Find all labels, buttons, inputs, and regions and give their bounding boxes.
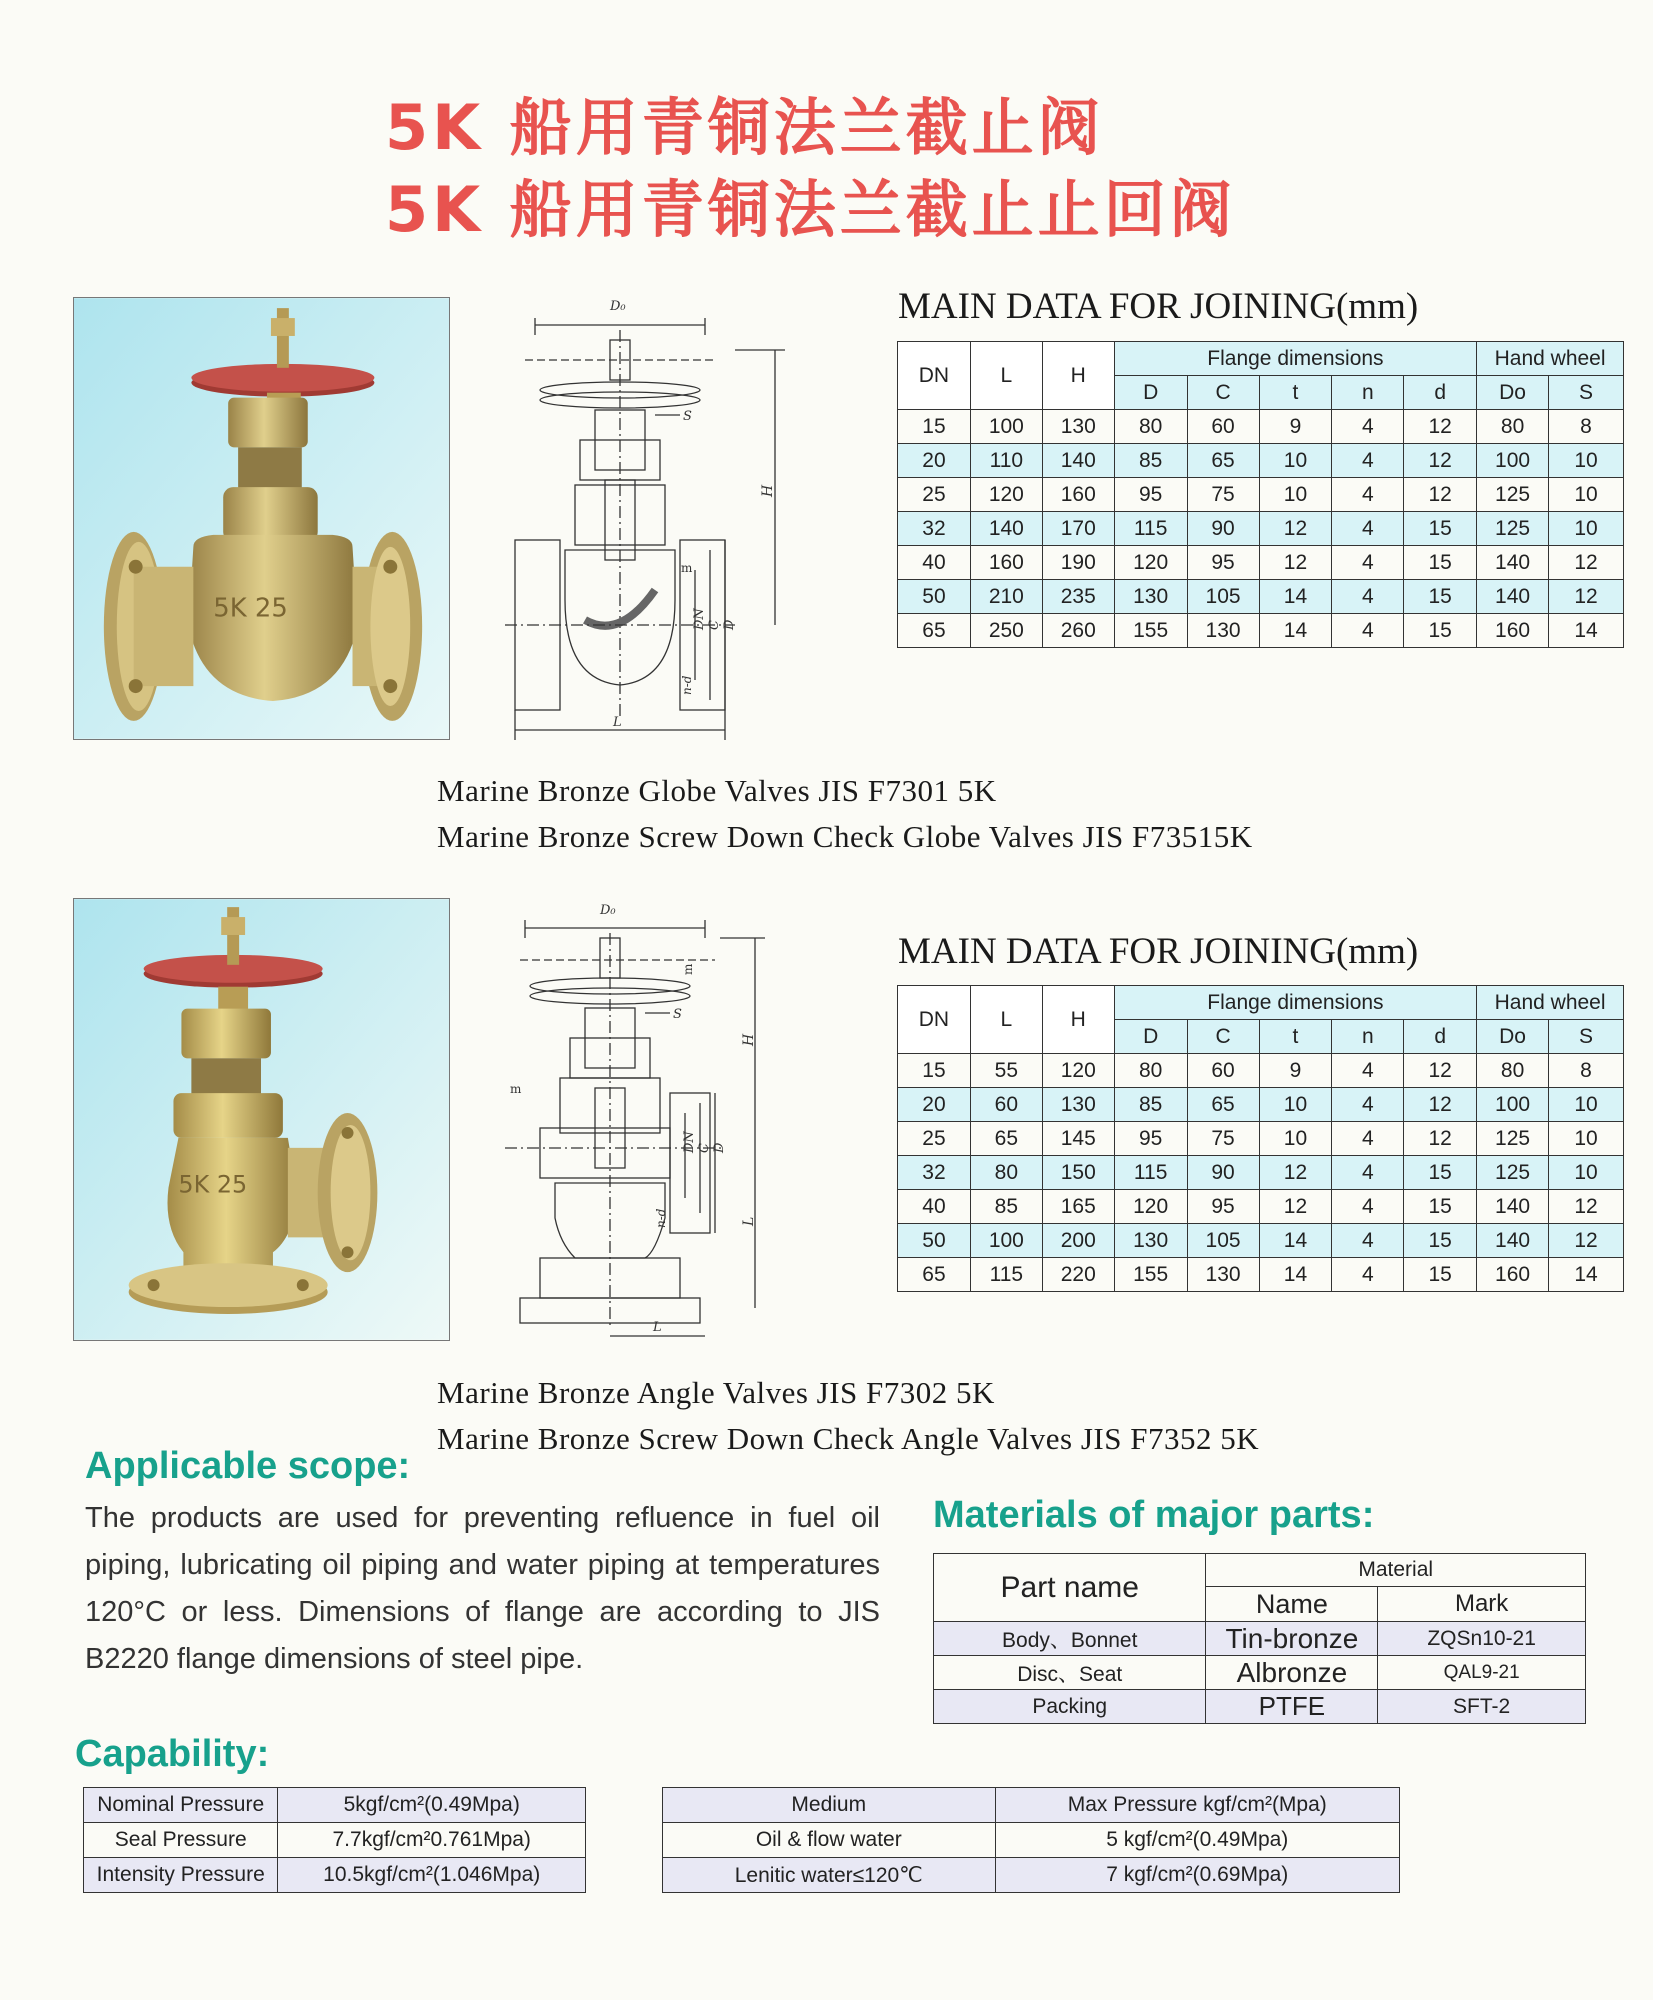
cell-h: 145 xyxy=(1042,1122,1114,1156)
cell-handwheel-S: 10 xyxy=(1549,512,1624,546)
cell-handwheel-Do: 160 xyxy=(1477,1258,1549,1292)
angle-label-m2: m xyxy=(510,1082,522,1096)
globe-data-table xyxy=(897,341,1624,648)
cell-flange-d: 12 xyxy=(1404,410,1477,444)
table-row xyxy=(898,1258,1624,1292)
cell-dn: 20 xyxy=(898,444,971,478)
cell-flange-d: 12 xyxy=(1404,478,1477,512)
cell-flange-t: 12 xyxy=(1259,1190,1332,1224)
cell-handwheel-S: 10 xyxy=(1549,478,1624,512)
cell-flange-D: 80 xyxy=(1114,410,1187,444)
cell-flange-D: 155 xyxy=(1114,1258,1187,1292)
medium-header: Medium xyxy=(663,1788,996,1823)
material-part: Packing xyxy=(934,1690,1206,1724)
cell-flange-C: 65 xyxy=(1187,444,1259,478)
cell-flange-C: 105 xyxy=(1187,580,1259,614)
title-chinese-check: 5K 船用青铜法兰截止止回阀 xyxy=(385,173,1236,246)
cell-handwheel-Do: 100 xyxy=(1477,1088,1549,1122)
drawing-label-do: D₀ xyxy=(610,299,626,314)
col-h-header: H xyxy=(1042,342,1114,410)
table-row xyxy=(898,1190,1624,1224)
angle-label-m: m xyxy=(681,963,695,975)
col-l-header: L xyxy=(970,986,1042,1054)
cell-flange-t: 14 xyxy=(1259,614,1332,648)
hand-wheel-header: Hand wheel xyxy=(1477,986,1624,1020)
cell-flange-n: 4 xyxy=(1332,410,1404,444)
angle-label-s: S xyxy=(673,1007,682,1022)
cell-flange-t: 14 xyxy=(1259,1258,1332,1292)
cell-h: 130 xyxy=(1042,410,1114,444)
col-dn-header: DN xyxy=(898,342,971,410)
cell-handwheel-S: 12 xyxy=(1549,580,1624,614)
material-name: Tin-bronze xyxy=(1206,1622,1378,1656)
cell-flange-d: 12 xyxy=(1404,444,1477,478)
cell-flange-n: 4 xyxy=(1332,1190,1404,1224)
cell-handwheel-S: 8 xyxy=(1549,1054,1624,1088)
col-dn-header: DN xyxy=(898,986,971,1054)
cell-flange-t: 14 xyxy=(1259,580,1332,614)
cell-handwheel-Do: 140 xyxy=(1477,546,1549,580)
material-mark: SFT-2 xyxy=(1378,1690,1586,1724)
table-row xyxy=(898,444,1624,478)
pressure-value: 5kgf/cm²(0.49Mpa) xyxy=(278,1788,586,1823)
cell-flange-t: 9 xyxy=(1259,1054,1332,1088)
angle-valve-drawing xyxy=(505,898,805,1343)
col-n-header: n xyxy=(1332,1020,1404,1054)
material-name: Albronze xyxy=(1206,1656,1378,1690)
cell-flange-D: 85 xyxy=(1114,1088,1187,1122)
material-mark: QAL9-21 xyxy=(1378,1656,1586,1690)
materials-table xyxy=(933,1553,1586,1724)
col-C-header: C xyxy=(1187,376,1259,410)
cell-dn: 40 xyxy=(898,1190,971,1224)
table-row xyxy=(898,580,1624,614)
cell-dn: 65 xyxy=(898,614,971,648)
cell-handwheel-S: 10 xyxy=(1549,1088,1624,1122)
drawing-label-d: D xyxy=(722,619,737,630)
cell-flange-d: 12 xyxy=(1404,1088,1477,1122)
col-Do-header: Do xyxy=(1477,1020,1549,1054)
cell-flange-t: 10 xyxy=(1259,1088,1332,1122)
cell-l: 100 xyxy=(970,410,1042,444)
cell-l: 55 xyxy=(970,1054,1042,1088)
angle-label-do: D₀ xyxy=(600,903,616,918)
cell-flange-n: 4 xyxy=(1332,1224,1404,1258)
cell-h: 170 xyxy=(1042,512,1114,546)
drawing-label-nd: n-d xyxy=(680,675,694,695)
cell-l: 100 xyxy=(970,1224,1042,1258)
medium-pressure: 5 kgf/cm²(0.49Mpa) xyxy=(995,1823,1399,1858)
col-l-header: L xyxy=(970,342,1042,410)
max-pressure-header: Max Pressure kgf/cm²(Mpa) xyxy=(995,1788,1399,1823)
materials-heading: Materials of major parts: xyxy=(933,1494,1375,1536)
drawing-label-m: m xyxy=(681,561,693,575)
cell-flange-n: 4 xyxy=(1332,1054,1404,1088)
cell-flange-n: 4 xyxy=(1332,580,1404,614)
cell-flange-C: 130 xyxy=(1187,1258,1259,1292)
flange-dimensions-header: Flange dimensions xyxy=(1114,342,1476,376)
cell-flange-C: 60 xyxy=(1187,1054,1259,1088)
cell-flange-D: 120 xyxy=(1114,546,1187,580)
table-row xyxy=(898,1088,1624,1122)
col-d-header: d xyxy=(1404,376,1477,410)
cell-handwheel-S: 12 xyxy=(1549,1224,1624,1258)
angle-label-l2: L xyxy=(741,1216,757,1226)
cell-flange-C: 95 xyxy=(1187,1190,1259,1224)
cell-flange-C: 105 xyxy=(1187,1224,1259,1258)
cell-h: 130 xyxy=(1042,1088,1114,1122)
cell-l: 115 xyxy=(970,1258,1042,1292)
cell-flange-t: 10 xyxy=(1259,444,1332,478)
name-header: Name xyxy=(1206,1587,1378,1622)
cell-flange-d: 15 xyxy=(1404,1190,1477,1224)
col-Do-header: Do xyxy=(1477,376,1549,410)
medium-name: Oil & flow water xyxy=(663,1823,996,1858)
angle-caption-2: Marine Bronze Screw Down Check Angle Valves JIS F7352 5K xyxy=(437,1421,1260,1456)
col-S-header: S xyxy=(1549,1020,1624,1054)
scope-text: The products are used for preventing refluence in fuel oil piping, lubricating oil piping and water piping at temperatures 120°C or less. Dimensions of flange are according to JIS B2220 flange dimensions of steel pipe. xyxy=(85,1502,880,1675)
table-row xyxy=(898,478,1624,512)
angle-label-nd: n-d xyxy=(654,1208,668,1228)
cell-h: 120 xyxy=(1042,1054,1114,1088)
cell-flange-n: 4 xyxy=(1332,444,1404,478)
globe-section-title: MAIN DATA FOR JOINING(mm) xyxy=(898,286,1419,327)
cell-l: 110 xyxy=(970,444,1042,478)
cell-flange-n: 4 xyxy=(1332,1258,1404,1292)
cell-flange-d: 12 xyxy=(1404,1122,1477,1156)
col-S-header: S xyxy=(1549,376,1624,410)
angle-section-title: MAIN DATA FOR JOINING(mm) xyxy=(898,931,1419,972)
cell-dn: 32 xyxy=(898,1156,971,1190)
cell-dn: 25 xyxy=(898,478,971,512)
cell-dn: 50 xyxy=(898,580,971,614)
col-n-header: n xyxy=(1332,376,1404,410)
cell-dn: 25 xyxy=(898,1122,971,1156)
cell-flange-C: 95 xyxy=(1187,546,1259,580)
cell-h: 235 xyxy=(1042,580,1114,614)
table-row xyxy=(898,512,1624,546)
globe-caption-1: Marine Bronze Globe Valves JIS F7301 5K xyxy=(437,773,997,808)
angle-data-table xyxy=(897,985,1624,1292)
cell-flange-t: 10 xyxy=(1259,1122,1332,1156)
cell-handwheel-Do: 140 xyxy=(1477,1190,1549,1224)
drawing-label-dn: DN xyxy=(692,608,707,630)
cell-flange-D: 85 xyxy=(1114,444,1187,478)
table-row xyxy=(898,1122,1624,1156)
part-name-header: Part name xyxy=(934,1554,1206,1622)
angle-label-h: H xyxy=(741,1033,757,1046)
cell-flange-D: 155 xyxy=(1114,614,1187,648)
cell-handwheel-S: 10 xyxy=(1549,1122,1624,1156)
cell-h: 220 xyxy=(1042,1258,1114,1292)
cell-flange-C: 130 xyxy=(1187,614,1259,648)
cell-flange-t: 9 xyxy=(1259,410,1332,444)
cell-flange-n: 4 xyxy=(1332,1088,1404,1122)
medium-pressure: 7 kgf/cm²(0.69Mpa) xyxy=(995,1858,1399,1893)
globe-valve-photo xyxy=(73,297,450,740)
globe-valve-drawing xyxy=(505,290,805,745)
col-D-header: D xyxy=(1114,1020,1187,1054)
table-row xyxy=(898,1156,1624,1190)
cell-handwheel-S: 12 xyxy=(1549,546,1624,580)
cell-h: 200 xyxy=(1042,1224,1114,1258)
cell-l: 85 xyxy=(970,1190,1042,1224)
cell-flange-n: 4 xyxy=(1332,512,1404,546)
cell-handwheel-Do: 80 xyxy=(1477,1054,1549,1088)
pressure-label: Seal Pressure xyxy=(84,1823,278,1858)
cell-flange-d: 15 xyxy=(1404,546,1477,580)
cell-handwheel-S: 8 xyxy=(1549,410,1624,444)
cell-flange-C: 75 xyxy=(1187,478,1259,512)
cell-flange-t: 12 xyxy=(1259,1156,1332,1190)
cell-flange-t: 14 xyxy=(1259,1224,1332,1258)
cell-l: 250 xyxy=(970,614,1042,648)
cell-handwheel-Do: 125 xyxy=(1477,478,1549,512)
cell-handwheel-S: 14 xyxy=(1549,1258,1624,1292)
cell-flange-t: 12 xyxy=(1259,546,1332,580)
cell-h: 260 xyxy=(1042,614,1114,648)
angle-body-mark: 5K 25 xyxy=(178,1170,248,1199)
col-t-header: t xyxy=(1259,1020,1332,1054)
angle-label-d: D xyxy=(712,1142,727,1153)
cell-handwheel-Do: 125 xyxy=(1477,512,1549,546)
table-row xyxy=(898,410,1624,444)
pressure-label: Nominal Pressure xyxy=(84,1788,278,1823)
material-part: Body、Bonnet xyxy=(934,1622,1206,1656)
cell-flange-D: 95 xyxy=(1114,478,1187,512)
cell-flange-d: 15 xyxy=(1404,1258,1477,1292)
angle-caption-1: Marine Bronze Angle Valves JIS F7302 5K xyxy=(437,1375,995,1410)
cell-flange-C: 75 xyxy=(1187,1122,1259,1156)
globe-body-mark: 5K 25 xyxy=(213,593,288,624)
cell-flange-C: 65 xyxy=(1187,1088,1259,1122)
capability-heading: Capability: xyxy=(75,1733,270,1775)
col-d-header: d xyxy=(1404,1020,1477,1054)
cell-handwheel-Do: 100 xyxy=(1477,444,1549,478)
drawing-label-l: L xyxy=(613,715,622,730)
col-t-header: t xyxy=(1259,376,1332,410)
cell-l: 80 xyxy=(970,1156,1042,1190)
cell-handwheel-Do: 80 xyxy=(1477,410,1549,444)
drawing-label-s: S xyxy=(683,409,692,424)
col-C-header: C xyxy=(1187,1020,1259,1054)
cell-dn: 40 xyxy=(898,546,971,580)
cell-flange-d: 12 xyxy=(1404,1054,1477,1088)
drawing-label-c: C xyxy=(707,620,722,630)
col-D-header: D xyxy=(1114,376,1187,410)
cell-h: 160 xyxy=(1042,478,1114,512)
cell-flange-D: 130 xyxy=(1114,580,1187,614)
medium-name: Lenitic water≤120℃ xyxy=(663,1858,996,1893)
angle-table-body xyxy=(898,1054,1624,1292)
cell-flange-C: 90 xyxy=(1187,512,1259,546)
angle-label-dn: DN xyxy=(682,1131,697,1153)
cell-l: 120 xyxy=(970,478,1042,512)
pressure-value: 7.7kgf/cm²0.761Mpa) xyxy=(278,1823,586,1858)
cell-handwheel-Do: 140 xyxy=(1477,580,1549,614)
cell-flange-D: 120 xyxy=(1114,1190,1187,1224)
drawing-label-h: H xyxy=(760,484,776,497)
pressure-value: 10.5kgf/cm²(1.046Mpa) xyxy=(278,1858,586,1893)
cell-handwheel-Do: 140 xyxy=(1477,1224,1549,1258)
table-row xyxy=(898,614,1624,648)
cell-handwheel-S: 10 xyxy=(1549,1156,1624,1190)
cell-dn: 15 xyxy=(898,1054,971,1088)
cell-dn: 65 xyxy=(898,1258,971,1292)
cell-flange-D: 115 xyxy=(1114,512,1187,546)
cell-flange-D: 80 xyxy=(1114,1054,1187,1088)
cell-handwheel-S: 14 xyxy=(1549,614,1624,648)
cell-l: 65 xyxy=(970,1122,1042,1156)
cell-flange-d: 15 xyxy=(1404,1224,1477,1258)
cell-handwheel-Do: 125 xyxy=(1477,1156,1549,1190)
cell-flange-C: 60 xyxy=(1187,410,1259,444)
cell-l: 160 xyxy=(970,546,1042,580)
cell-dn: 50 xyxy=(898,1224,971,1258)
material-part: Disc、Seat xyxy=(934,1656,1206,1690)
cell-l: 140 xyxy=(970,512,1042,546)
cell-flange-d: 15 xyxy=(1404,614,1477,648)
col-h-header: H xyxy=(1042,986,1114,1054)
cell-handwheel-Do: 160 xyxy=(1477,614,1549,648)
cell-flange-n: 4 xyxy=(1332,1156,1404,1190)
cell-flange-d: 15 xyxy=(1404,580,1477,614)
cell-flange-d: 15 xyxy=(1404,512,1477,546)
table-row xyxy=(898,546,1624,580)
material-header: Material xyxy=(1206,1554,1586,1587)
cell-flange-n: 4 xyxy=(1332,546,1404,580)
title-chinese-globe: 5K 船用青铜法兰截止阀 xyxy=(385,91,1104,164)
hand-wheel-header: Hand wheel xyxy=(1477,342,1624,376)
material-mark: ZQSn10-21 xyxy=(1378,1622,1586,1656)
medium-table xyxy=(662,1787,1400,1893)
angle-valve-photo xyxy=(73,898,450,1341)
cell-dn: 20 xyxy=(898,1088,971,1122)
flange-dimensions-header: Flange dimensions xyxy=(1114,986,1476,1020)
cell-flange-D: 95 xyxy=(1114,1122,1187,1156)
cell-h: 150 xyxy=(1042,1156,1114,1190)
angle-label-c: C xyxy=(697,1143,712,1153)
angle-label-l: L xyxy=(653,1320,662,1335)
cell-l: 210 xyxy=(970,580,1042,614)
cell-dn: 15 xyxy=(898,410,971,444)
cell-flange-D: 115 xyxy=(1114,1156,1187,1190)
globe-table-body xyxy=(898,410,1624,648)
cell-l: 60 xyxy=(970,1088,1042,1122)
material-name: PTFE xyxy=(1206,1690,1378,1724)
cell-flange-D: 130 xyxy=(1114,1224,1187,1258)
cell-h: 190 xyxy=(1042,546,1114,580)
cell-flange-n: 4 xyxy=(1332,1122,1404,1156)
cell-dn: 32 xyxy=(898,512,971,546)
cell-handwheel-Do: 125 xyxy=(1477,1122,1549,1156)
cell-h: 140 xyxy=(1042,444,1114,478)
pressure-table xyxy=(83,1787,586,1893)
table-row xyxy=(898,1224,1624,1258)
mark-header: Mark xyxy=(1378,1587,1586,1622)
cell-flange-C: 90 xyxy=(1187,1156,1259,1190)
pressure-label: Intensity Pressure xyxy=(84,1858,278,1893)
cell-flange-n: 4 xyxy=(1332,478,1404,512)
cell-flange-n: 4 xyxy=(1332,614,1404,648)
cell-flange-t: 10 xyxy=(1259,478,1332,512)
table-row xyxy=(898,1054,1624,1088)
scope-heading: Applicable scope: xyxy=(85,1445,411,1487)
cell-handwheel-S: 12 xyxy=(1549,1190,1624,1224)
globe-caption-2: Marine Bronze Screw Down Check Globe Valves JIS F73515K xyxy=(437,819,1253,854)
cell-flange-d: 15 xyxy=(1404,1156,1477,1190)
cell-flange-t: 12 xyxy=(1259,512,1332,546)
cell-h: 165 xyxy=(1042,1190,1114,1224)
cell-handwheel-S: 10 xyxy=(1549,444,1624,478)
